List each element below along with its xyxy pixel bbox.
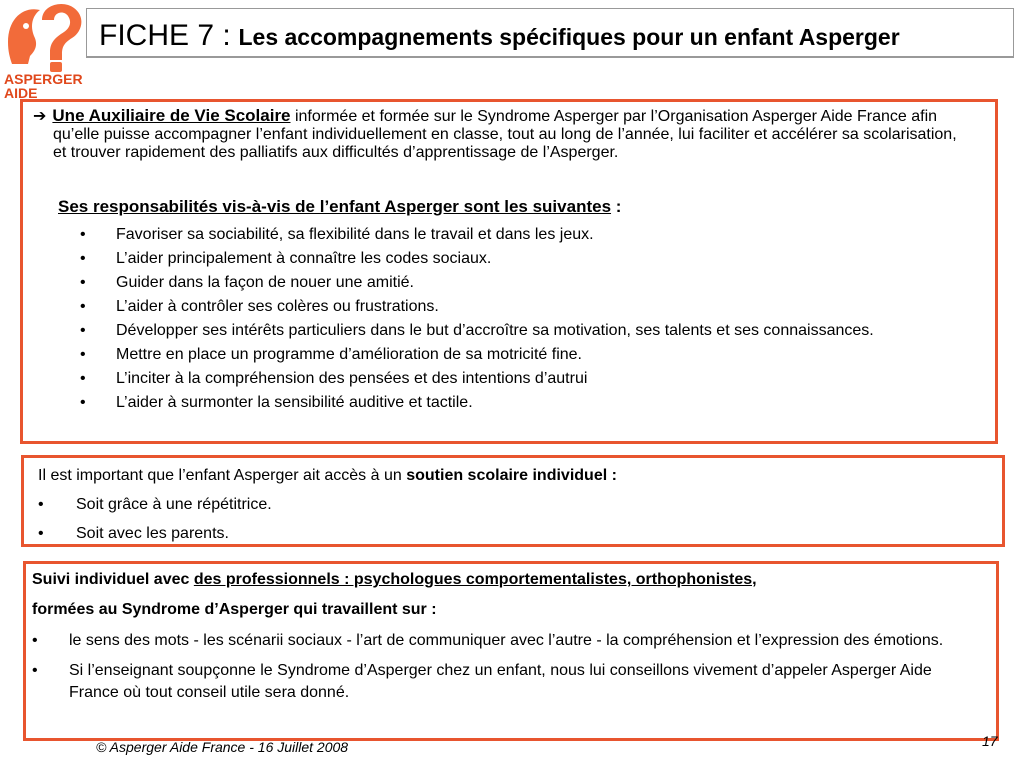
svg-text:AIDE: AIDE xyxy=(4,85,38,100)
suivi-heading-prefix: Suivi individuel avec xyxy=(32,571,194,588)
soutien-list xyxy=(38,496,938,554)
bullet-icon: • xyxy=(80,226,86,243)
bullet-icon: • xyxy=(80,322,86,339)
bullet-icon: • xyxy=(38,525,44,542)
bullet-icon: • xyxy=(32,632,38,649)
list-item xyxy=(80,346,950,364)
suivi-individuel-section xyxy=(23,561,999,741)
bullet-icon: • xyxy=(80,298,86,315)
suivi-heading-line1 xyxy=(32,571,757,589)
list-item xyxy=(80,250,950,268)
suivi-heading-underlined: des professionnels : psychologues comportementalistes, orthophonistes, xyxy=(193,571,757,588)
list-item xyxy=(32,660,952,704)
responsibilities-heading xyxy=(58,197,621,217)
bullet-icon: • xyxy=(32,662,38,679)
list-item-text: L’aider principalement à connaître les codes sociaux. xyxy=(116,250,492,267)
auxiliaire-intro-paragraph xyxy=(33,107,973,162)
bullet-icon: • xyxy=(80,370,86,387)
auxiliaire-section xyxy=(20,99,998,444)
list-item xyxy=(80,394,950,412)
list-item-text: Favoriser sa sociabilité, sa flexibilité dans le travail et dans les jeux. xyxy=(116,226,594,243)
list-item-text: L’inciter à la compréhension des pensées et des intentions d’autrui xyxy=(116,370,588,387)
soutien-intro-bold: soutien scolaire individuel : xyxy=(406,467,617,484)
responsibilities-heading-text: Ses responsabilités vis-à-vis de l’enfant Asperger sont les suivantes xyxy=(58,197,612,216)
bullet-icon: • xyxy=(80,346,86,363)
bullet-icon: • xyxy=(80,394,86,411)
list-item-text: Mettre en place un programme d’amélioration de sa motricité fine. xyxy=(116,346,582,363)
list-item xyxy=(80,370,950,388)
list-item-text: Développer ses intérêts particuliers dans le but d’accroître sa motivation, ses talents et ses connaissances. xyxy=(116,322,874,339)
list-item-text: le sens des mots - les scénarii sociaux - l’art de communiquer avec l’autre - la compréhension et l’expression des émotions. xyxy=(69,632,944,649)
svg-text:ASPERGER: ASPERGER xyxy=(4,71,83,87)
suivi-heading-line2: formées au Syndrome d’Asperger qui travaillent sur : xyxy=(32,601,437,618)
soutien-intro-text: Il est important que l’enfant Asperger ait accès à un xyxy=(38,467,407,484)
list-item xyxy=(80,322,950,340)
responsibilities-list xyxy=(80,226,950,418)
title-fiche-number: FICHE 7 : xyxy=(99,19,231,52)
auxiliaire-intro xyxy=(33,107,973,162)
bullet-icon: • xyxy=(80,274,86,291)
suivi-list xyxy=(32,630,952,712)
bullet-icon: • xyxy=(38,496,44,513)
list-item-text: Soit grâce à une répétitrice. xyxy=(76,496,272,513)
list-item-text: L’aider à surmonter la sensibilité auditive et tactile. xyxy=(116,394,473,411)
list-item-text: Soit avec les parents. xyxy=(76,525,229,542)
footer-copyright: © Asperger Aide France - 16 Juillet 2008 xyxy=(96,739,349,755)
list-item-text: L’aider à contrôler ses colères ou frustrations. xyxy=(116,298,439,315)
list-item xyxy=(32,630,952,652)
bullet-icon: • xyxy=(80,250,86,267)
title-box xyxy=(86,8,1014,58)
soutien-scolaire-intro xyxy=(38,467,617,485)
auxiliaire-key-phrase: Une Auxiliaire de Vie Scolaire xyxy=(52,106,291,125)
auxiliaire-intro-text: informée et formée sur le Syndrome Asperger par l’Organisation Asperger Aide France afin qu’elle puisse accompagner l’enfant individuellement en classe, tout au long de l’année, lui faciliter et accélérer sa scolarisation, et trouver rapidement des palliatifs aux difficultés d’apprentissage de l’Asperger. xyxy=(53,108,957,161)
list-item xyxy=(80,298,950,316)
responsibilities-heading-colon: : xyxy=(611,197,622,216)
page-title xyxy=(99,21,900,51)
page-number: 17 xyxy=(982,733,998,749)
title-subject: Les accompagnements spécifiques pour un enfant Asperger xyxy=(238,24,900,50)
list-item xyxy=(38,496,938,514)
soutien-scolaire-section xyxy=(21,455,1005,547)
list-item-text: Si l’enseignant soupçonne le Syndrome d’Asperger chez un enfant, nous lui conseillons vivement d’appeler Asperger Aide France où tout conseil utile sera donné. xyxy=(69,662,932,701)
list-item xyxy=(38,525,938,543)
list-item xyxy=(80,226,950,244)
right-arrow-icon: ➔ xyxy=(33,106,47,125)
list-item-text: Guider dans la façon de nouer une amitié. xyxy=(116,274,414,291)
list-item xyxy=(80,274,950,292)
